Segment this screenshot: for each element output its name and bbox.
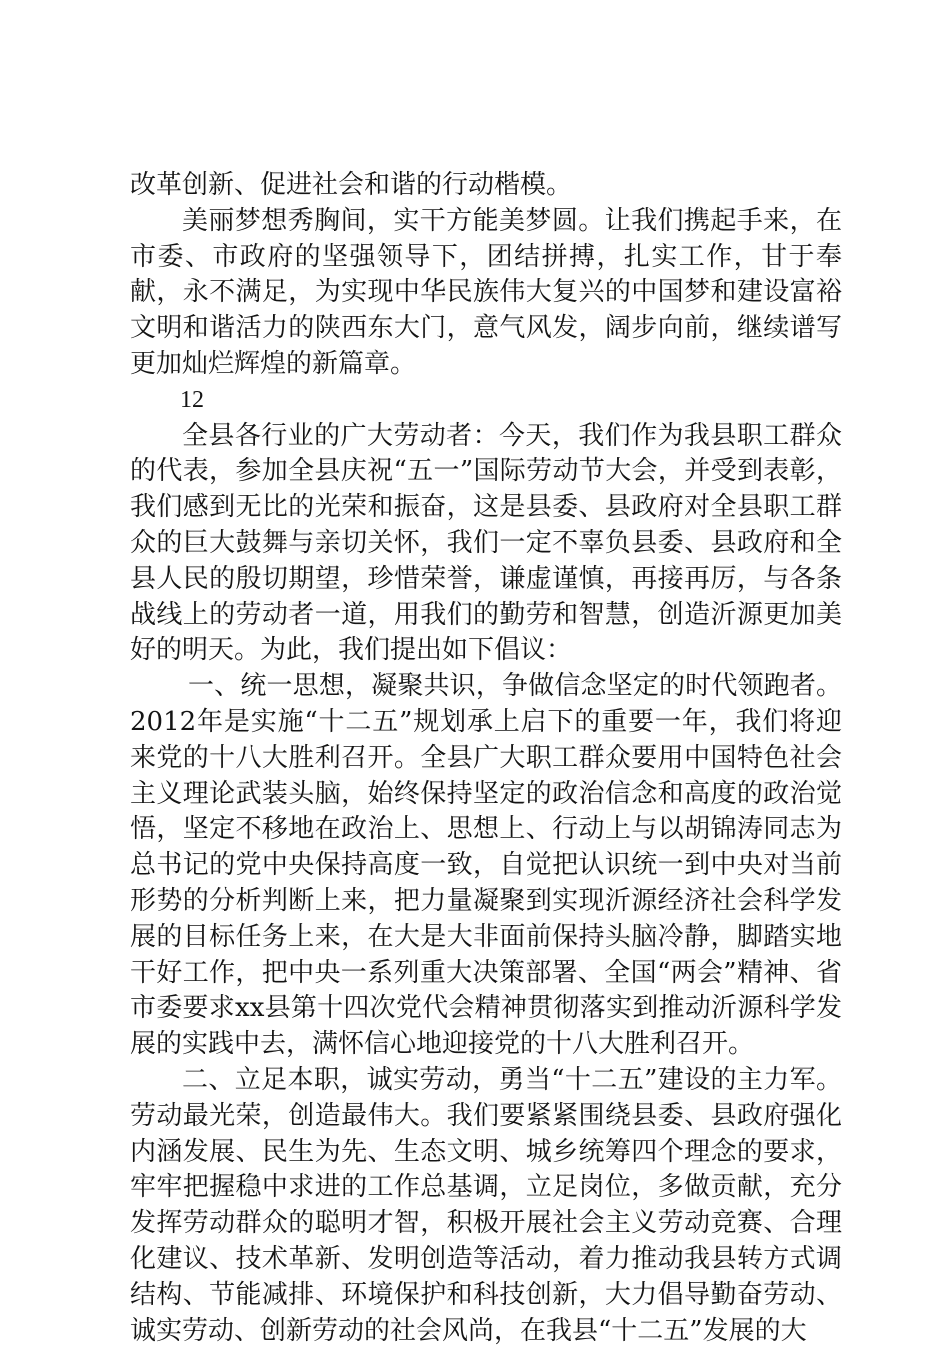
page-number: 12 <box>180 386 204 413</box>
paragraph-point-two: 二、立足本职，诚实劳动，勇当“十二五”建设的主力军。劳动最光荣，创造最伟大。我们要紧紧围绕县委、县政府强化内涵发展、民生为先、生态文明、城乡统筹四个理念的要求，牢牢把握稳中求进的工作总基调，立足岗位，多做贡献，充分发挥劳动群众的聪明才智，积极开展社会主义劳动竞赛、合理化建议、技术革新、发明创造等活动，着力推动我县转方式调结构、节能减排、环境保护和科技创新，大力倡导勤奋劳动、诚实劳动、创新劳动的社会风尚，在我县“十二五”发展的大 <box>130 1064 842 1346</box>
paragraph-proposal-intro: 全县各行业的广大劳动者：今天，我们作为我县职工群众的代表，参加全县庆祝“五一”国际劳动节大会，并受到表彰，我们感到无比的光荣和振奋，这是县委、县政府对全县职工群众的巨大鼓舞与亲切关怀，我们一定不辜负县委、县政府和全县人民的殷切期望，珍惜荣誉，谦虚谨慎，再接再厉，与各条战线上的劳动者一道，用我们的勤劳和智慧，创造沂源更加美好的明天。为此，我们提出如下倡议： <box>130 420 842 666</box>
document-body <box>130 168 842 1349</box>
paragraph-continuation: 改革创新、促进社会和谐的行动楷模。 <box>130 170 573 200</box>
paragraph-dream-closing: 美丽梦想秀胸间，实干方能美梦圆。让我们携起手来，在市委、市政府的坚强领导下，团结拼搏，扎实工作，甘于奉献，永不满足，为实现中华民族伟大复兴的中国梦和建设富裕文明和谐活力的陕西东大门，意气风发，阔步向前，继续谱写更加灿烂辉煌的新篇章。 <box>130 205 842 379</box>
paragraph-point-one: 一、统一思想，凝聚共识，争做信念坚定的时代领跑者。2012年是实施“十二五”规划承上启下的重要一年，我们将迎来党的十八大胜利召开。全县广大职工群众要用中国特色社会主义理论武装头脑，始终保持坚定的政治信念和高度的政治觉悟，坚定不移地在政治上、思想上、行动上与以胡锦涛同志为总书记的党中央保持高度一致，自觉把认识统一到中央对当前形势的分析判断上来，把力量凝聚到实现沂源经济社会科学发展的目标任务上来，在大是大非面前保持头脑冷静，脚踏实地干好工作，把中央一系列重大决策部署、全国“两会”精神、省市委要求xx县第十四次党代会精神贯彻落实到推动沂源科学发展的实践中去，满怀信心地迎接党的十八大胜利召开。 <box>130 671 842 1060</box>
